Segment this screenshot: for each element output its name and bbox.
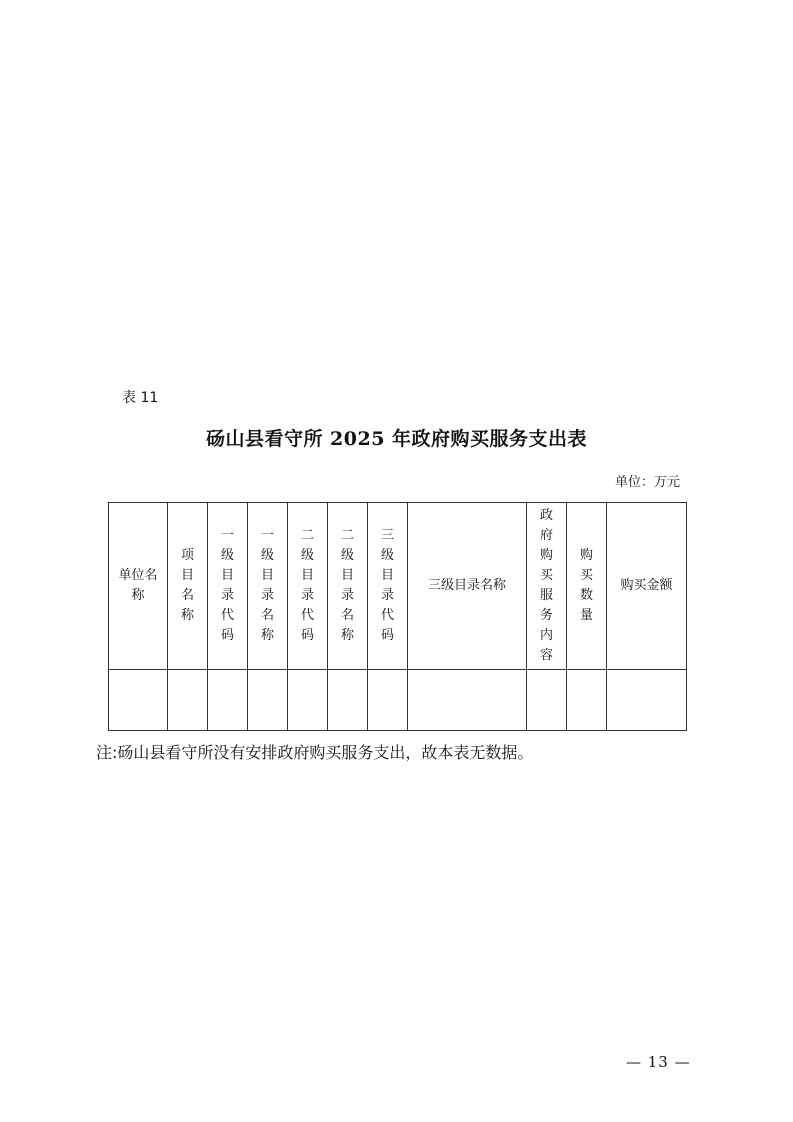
table-cell [368, 670, 408, 731]
table-cell [208, 670, 248, 731]
column-header: 购买数量 [567, 503, 607, 670]
page-number: — 13 — [626, 1053, 691, 1071]
unit-label: 单位：万元 [614, 475, 680, 490]
column-header: 购买金额 [607, 503, 687, 670]
column-header: 三级目录名称 [408, 503, 527, 670]
column-header: 一级目录名称 [248, 503, 288, 670]
header-row [109, 503, 687, 670]
column-header: 单位名称 [109, 503, 168, 670]
table-cell [607, 670, 687, 731]
column-header: 政府购买服务内容 [527, 503, 567, 670]
expenditure-table [108, 502, 687, 731]
table-note: 注:砀山县看守所没有安排政府购买服务支出，故本表无数据。 [96, 743, 534, 762]
table-row [109, 670, 687, 731]
table-cell [109, 670, 168, 731]
table-cell [567, 670, 607, 731]
table-label: 表 11 [122, 390, 159, 406]
column-header: 二级目录名称 [328, 503, 368, 670]
page-title: 砀山县看守所 2025 年政府购买服务支出表 [205, 428, 588, 450]
table-cell [408, 670, 527, 731]
column-header: 项目名称 [168, 503, 208, 670]
column-header: 二级目录代码 [288, 503, 328, 670]
column-header: 一级目录代码 [208, 503, 248, 670]
table-cell [168, 670, 208, 731]
column-header: 三级目录代码 [368, 503, 408, 670]
table-cell [328, 670, 368, 731]
table-cell [527, 670, 567, 731]
table-cell [248, 670, 288, 731]
table-cell [288, 670, 328, 731]
